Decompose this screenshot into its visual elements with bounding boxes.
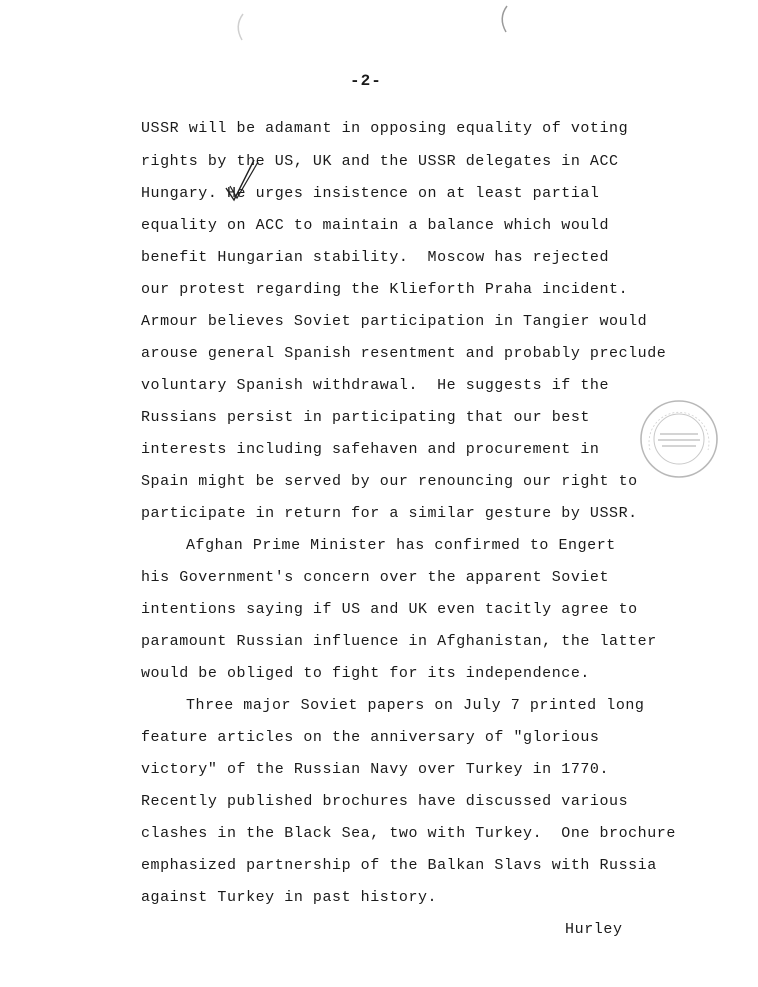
text-line: Recently published brochures have discussed various <box>141 793 629 810</box>
text-line: clashes in the Black Sea, two with Turkey. One brochure <box>141 825 676 842</box>
text-line: voluntary Spanish withdrawal. He suggests if the <box>141 377 610 394</box>
text-line: intentions saying if US and UK even tacitly agree to <box>141 601 638 618</box>
text-line: emphasized partnership of the Balkan Slavs with Russia <box>141 857 657 874</box>
text-line: participate in return for a similar gesture by USSR. <box>141 505 638 522</box>
page-number: -2- <box>350 72 382 90</box>
text-line: Spain might be served by our renouncing our right to <box>141 473 638 490</box>
text-line: Armour believes Soviet participation in Tangier would <box>141 313 648 330</box>
text-line: equality on ACC to maintain a balance which would <box>141 217 610 234</box>
text-line: USSR will be adamant in opposing equality of voting <box>141 120 629 137</box>
margin-mark <box>496 4 510 34</box>
text-line: rights by the US, UK and the USSR delegates in ACC <box>141 153 619 170</box>
text-line: interests including safehaven and procurement in <box>141 441 600 458</box>
text-line: against Turkey in past history. <box>141 889 438 906</box>
text-line: paramount Russian influence in Afghanistan, the latter <box>141 633 657 650</box>
text-line: our protest regarding the Klieforth Praha incident. <box>141 281 629 298</box>
text-line: his Government's concern over the apparent Soviet <box>141 569 610 586</box>
text-line: Russians persist in participating that our best <box>141 409 590 426</box>
text-line: Afghan Prime Minister has confirmed to Engert <box>186 537 616 554</box>
text-line: benefit Hungarian stability. Moscow has rejected <box>141 249 610 266</box>
text-line: Hungary. He urges insistence on at least partial <box>141 185 600 202</box>
archive-stamp <box>638 398 720 480</box>
text-line: victory" of the Russian Navy over Turkey in 1770. <box>141 761 610 778</box>
text-line: would be obliged to fight for its independence. <box>141 665 590 682</box>
signature: Hurley <box>565 921 623 938</box>
text-line: feature articles on the anniversary of "glorious <box>141 729 600 746</box>
text-line: Three major Soviet papers on July 7 printed long <box>186 697 645 714</box>
text-line: arouse general Spanish resentment and probably preclude <box>141 345 667 362</box>
handwritten-check-mark <box>222 158 262 204</box>
margin-mark <box>232 12 246 42</box>
